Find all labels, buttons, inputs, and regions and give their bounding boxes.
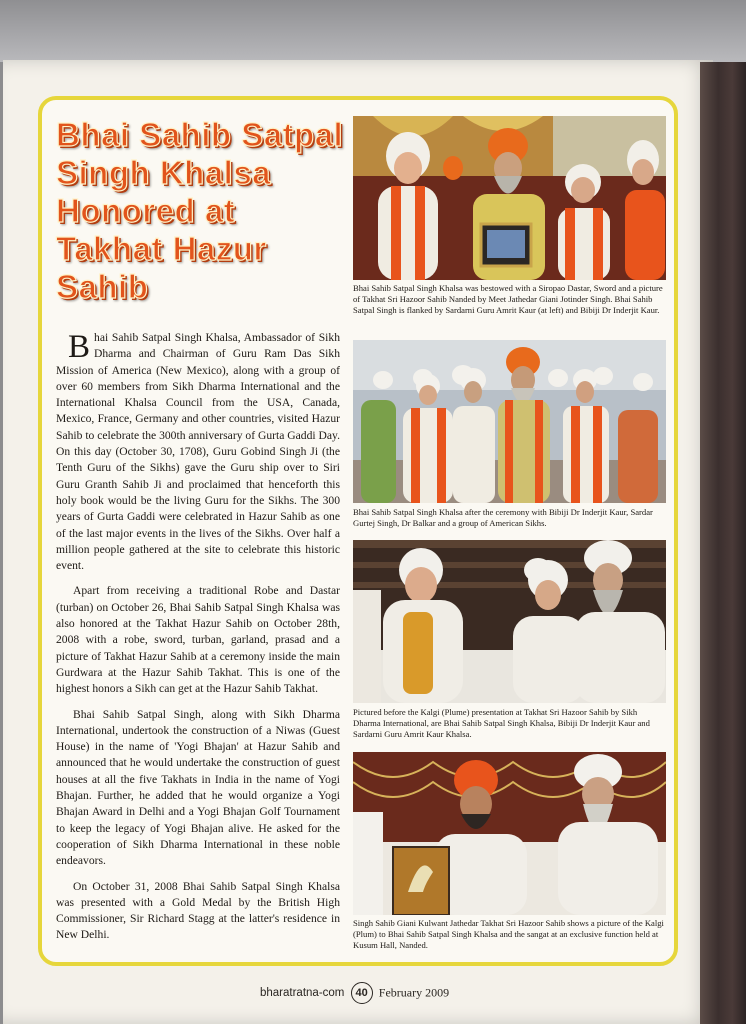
photo-1-caption: Bhai Sahib Satpal Singh Khalsa was bestowed with a Siropao Dastar, Sword and a picture of Takhat Sri Hazoor Sahib Nanded by Meet Jathedar Giani Jotinder Singh. Bhai Sahib Satpal Singh is flanked by Sardarni Guru Amrit Kaur (at left) and Bibiji Dr Inderjit Kaur. bbox=[353, 283, 663, 315]
photo-american-sikhs-group bbox=[353, 340, 666, 503]
article-paragraph-2: Apart from receiving a traditional Robe and Dastar (turban) on October 26, Bhai Sahib Satpal Singh Khalsa was also honored at the Takhat Hazur Sahib on October 28th, 2008 with a robe, sword, turban, garland, prasad and a picture of Takhat Hazur Sahib at a ceremony inside the main Gurdwara at the Hazur Sahib Takhat. This is one of the highest honors a Sikh can get at the Hazur Sahib Takhat. bbox=[56, 584, 340, 696]
photo-2-illustration bbox=[353, 340, 666, 503]
article-paragraph-1 bbox=[56, 330, 340, 574]
photo-2-caption: Bhai Sahib Satpal Singh Khalsa after the ceremony with Bibiji Dr Inderjit Kaur, Sardar Gurtej Singh, Dr Balkar and a group of American Sikhs. bbox=[353, 507, 653, 528]
paragraph-1-text: hai Sahib Satpal Singh Khalsa, Ambassador of Sikh Dharma and Chairman of Guru Ram Das Sikh Mission of America (New Mexico), along with a group of over 60 members from Sikh Dharma International and the International Khalsa Council from the USA, Canada, Mexico, France, Germany and other countries, visited Hazur Sahib to celebrate the 300th anniversary of Gurta Gaddi Day. On this day (October 30, 1708), Guru Gobind Singh Ji (the Tenth Guru of the Sikhs) gave the Guru ship over to Siri Guru Granth Sahib Ji and proclaimed that henceforth this holy book would be the living Guru for the Sikhs. The 300 years of Gurta Gaddi were celebrated in Hazur Sahib as one of the last major events in the lives of the Sikhs. Over half a million people gathered at the site to celebrate this historic event. bbox=[56, 331, 340, 573]
footer-site: bharatratna-com bbox=[260, 987, 345, 999]
photo-kalgi-picture-shown bbox=[353, 752, 666, 915]
drop-cap: B bbox=[68, 329, 91, 365]
article-paragraph-3: Bhai Sahib Satpal Singh, along with Sikh Dharma International, undertook the construction of a Niwas (Guest House) in the name of 'Yogi Bhajan' at Hazur Sahib and announced that he would undertake the construction of guest houses at all the five Takhats in India in the name of Yogi Bhajan. Further, he added that he would organize a Yogi Bhajan Award in Delhi and a Yogi Bhajan Golf Tournament to keep the legacy of Yogi Bhajan alive. He asked for the cooperation of Sikh Dharma International in these noble endeavors. bbox=[56, 707, 340, 868]
issue-date: February 2009 bbox=[378, 985, 450, 1000]
scanner-background bbox=[0, 0, 746, 62]
headline: Bhai Sahib Satpal Singh Khalsa Honored at Takhat Hazur Sahib bbox=[56, 116, 344, 305]
page-number: 40 bbox=[351, 982, 373, 1004]
photo-1-illustration bbox=[353, 116, 666, 280]
photo-3-caption: Pictured before the Kalgi (Plume) presentation at Takhat Sri Hazoor Sahib by Sikh Dharma International, are Bhai Sahib Satpal Singh Khalsa, Bibiji Dr Inderjit Kaur and Sardarni Guru Amrit Kaur Khalsa. bbox=[353, 707, 650, 739]
article-body bbox=[56, 330, 340, 953]
photo-4-caption: Singh Sahib Giani Kulwant Jathedar Takhat Sri Hazoor Sahib shows a picture of the Kalgi (Plum) to Bhai Sahib Satpal Singh Khalsa and the sangat at an exclusive function held at Kusum Hall, Nanded. bbox=[353, 918, 664, 950]
photo-4-illustration bbox=[353, 752, 666, 915]
photo-ceremony-group bbox=[353, 116, 666, 280]
photo-3-illustration bbox=[353, 540, 666, 703]
page-footer bbox=[260, 982, 460, 1004]
page-spine bbox=[700, 62, 746, 1024]
photo-kalgi-presentation bbox=[353, 540, 666, 703]
article-paragraph-4: On October 31, 2008 Bhai Sahib Satpal Singh Khalsa was presented with a Gold Medal by the British High Commissioner, Sir Richard Stagg at the latter's residence in New Delhi. bbox=[56, 879, 340, 942]
